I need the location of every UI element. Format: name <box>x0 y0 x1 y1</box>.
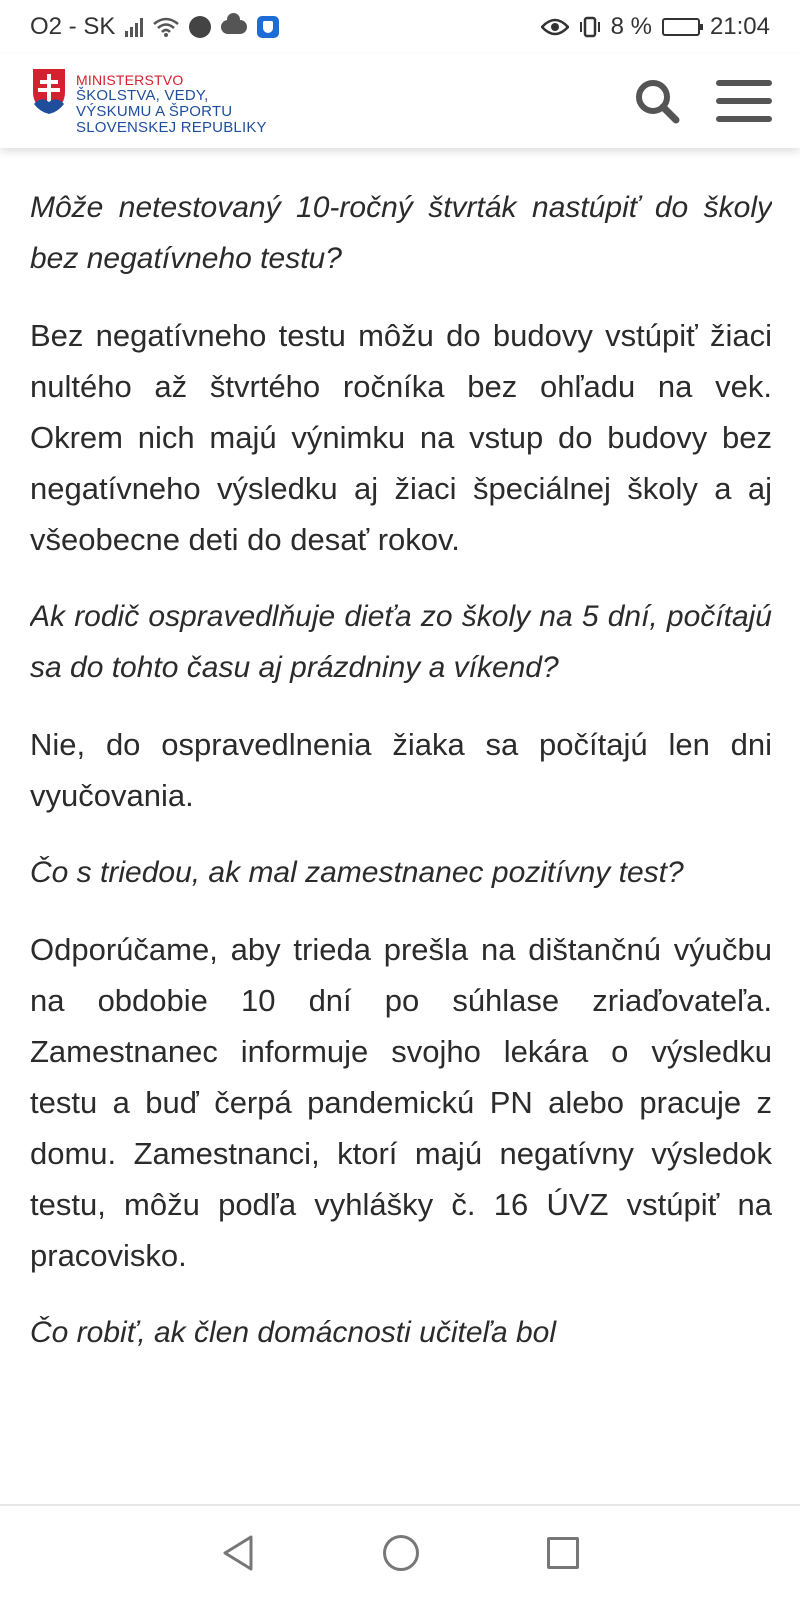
faq-answer: Odporúčame, aby trieda prešla na dištančnú výučbu na obdobie 10 dní po súhlase zriaďovateľa. Zamestnanec informuje svojho lekára o výsledku testu a buď čerpá pandemickú PN alebo pracuje z domu. Zamestnanci, ktorí majú negatívny výsledok testu, môžu podľa vyhlášky č. 16 ÚVZ vstúpiť na pracovisko. <box>30 932 772 1273</box>
faq-question: Môže netestovaný 10-ročný štvrták nastúpiť do školy bez negatívneho testu? <box>30 191 772 275</box>
status-left <box>30 13 279 41</box>
app-shield-icon <box>257 16 279 38</box>
article-content <box>30 148 772 1506</box>
home-icon[interactable] <box>383 1535 419 1571</box>
coat-of-arms-icon <box>30 66 68 116</box>
status-bar <box>0 0 800 54</box>
status-right <box>541 13 770 41</box>
clock: 21:04 <box>709 13 770 40</box>
cloud-icon <box>221 20 247 34</box>
battery-icon <box>662 18 700 36</box>
menu-bar <box>716 80 772 86</box>
system-nav-bar <box>0 1504 800 1600</box>
eye-icon <box>541 17 569 37</box>
menu-bar <box>716 116 772 122</box>
vibrate-icon <box>579 16 601 38</box>
logo-line-4: SLOVENSKEJ REPUBLIKY <box>76 119 267 136</box>
faq-answer: Nie, do ospravedlnenia žiaka sa počítajú len dni vyučovania. <box>30 727 772 813</box>
site-header <box>0 54 800 148</box>
battery-percent: 8 % <box>610 13 652 40</box>
faq-question: Ak rodič ospravedlňuje dieťa zo školy na 5 dní, počítajú sa do tohto času aj prázdniny a víkend? <box>30 600 772 684</box>
ministry-logo[interactable] <box>30 66 267 136</box>
back-icon[interactable] <box>221 1534 255 1572</box>
signal-icon <box>125 17 143 37</box>
clipped-previous-line <box>30 148 772 164</box>
faq-question: Čo robiť, ak člen domácnosti učiteľa bol <box>30 1316 556 1349</box>
logo-line-1: MINISTERSTVO <box>76 72 184 88</box>
recent-apps-icon[interactable] <box>547 1537 579 1569</box>
messenger-icon <box>189 16 211 38</box>
logo-line-2: ŠKOLSTVA, VEDY, <box>76 87 209 104</box>
menu-bar <box>716 98 772 104</box>
logo-line-3: VÝSKUMU A ŠPORTU <box>76 103 233 120</box>
header-actions <box>634 78 772 124</box>
faq-answer: Bez negatívneho testu môžu do budovy vstúpiť žiaci nultého až štvrtého ročníka bez ohľadu na vek. Okrem nich majú výnimku na vstup do budovy bez negatívneho výsledku aj žiaci špeciálnej školy a aj všeobecne deti do desať rokov. <box>30 318 772 557</box>
logo-text <box>76 72 267 136</box>
wifi-icon <box>153 17 179 37</box>
search-icon[interactable] <box>634 78 680 124</box>
carrier-label: O2 - SK <box>30 13 116 40</box>
faq-question: Čo s triedou, ak mal zamestnanec pozitívny test? <box>30 856 684 889</box>
hamburger-menu-icon[interactable] <box>716 78 772 124</box>
